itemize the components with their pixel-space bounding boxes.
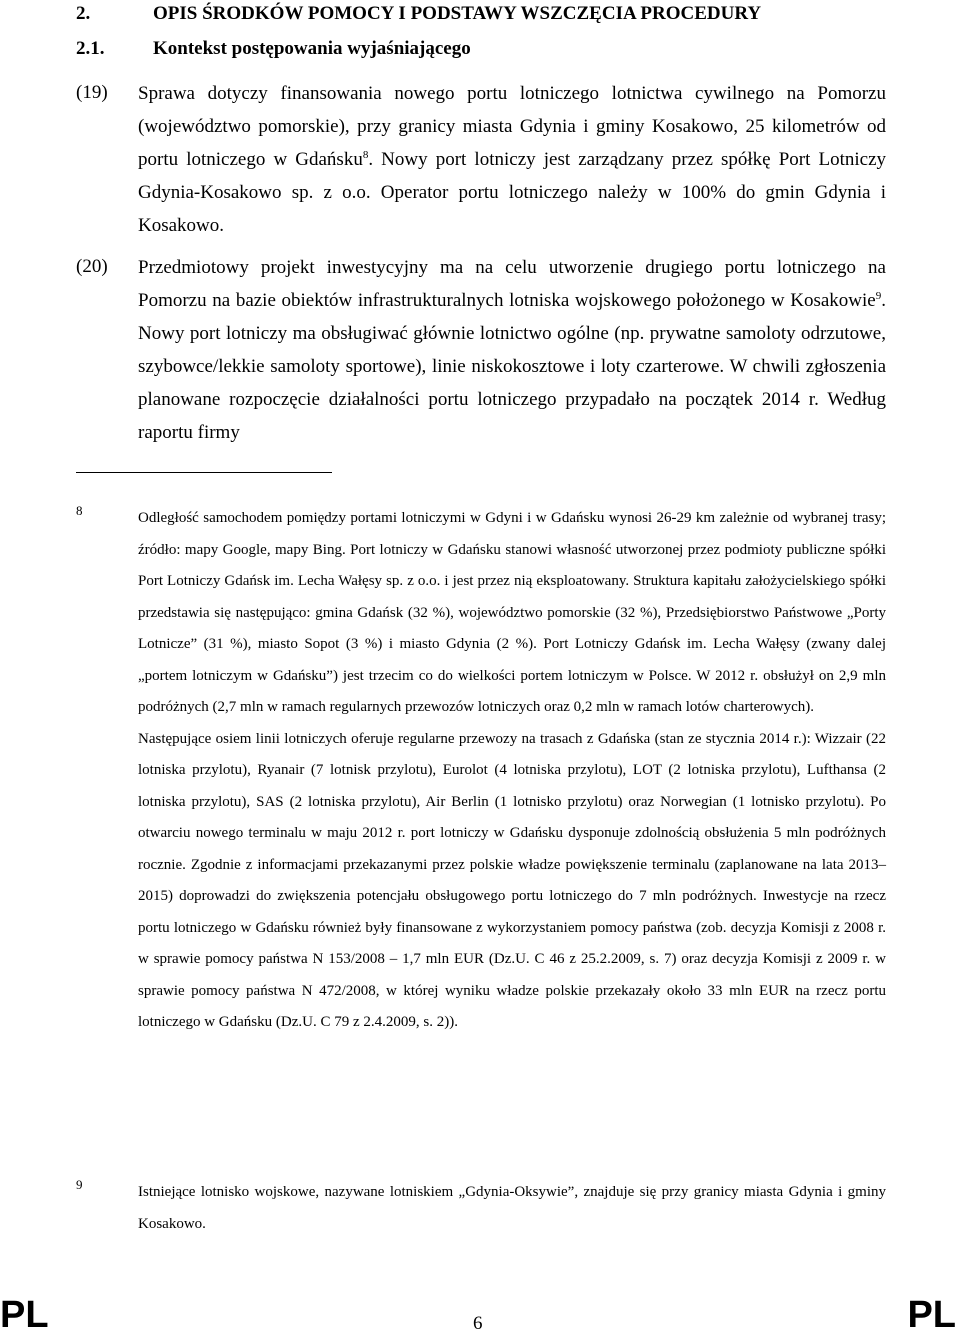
- paragraph-20: [138, 251, 886, 449]
- footer-language-left: PL: [0, 1294, 49, 1336]
- paragraph-text: . Nowy port lotniczy ma obsługiwać głównie lotnictwo ogólne (np. prywatne samoloty odrzutowe, szybowce/lekkie samoloty sportowe), linie niskokosztowe i loty czarterowe. W chwili zgłoszenia planowane rozpoczęcie działalności portu lotniczego przypadało na początek 2014 r. Według raportu firmy: [138, 290, 886, 443]
- paragraph-19: [138, 77, 886, 242]
- page-number: 6: [473, 1313, 483, 1334]
- paragraph-number: (19): [76, 82, 108, 103]
- footnote-paragraph: Odległość samochodem pomiędzy portami lotniczymi w Gdyni i w Gdańsku wynosi 26-29 km zależnie od wybranej trasy; źródło: mapy Google, mapy Bing. Port lotniczy w Gdańsku stanowi własność utworzonej przez podmioty publiczne spółki Port Lotniczy Gdańsk im. Lecha Wałęsy sp. z o.o. i jest przez nią eksploatowany. Struktura kapitału założycielskiego spółki przedstawia się następująco: gmina Gdańsk (32 %), województwo pomorskie (32 %), Przedsiębiorstwo Państwowe „Porty Lotnicze” (31 %), miasto Sopot (3 %) i miasto Gdynia (2 %). Port Lotniczy Gdańsk im. Lecha Wałęsy (zwany dalej „portem lotniczym w Gdańsku”) jest trzecim co do wielkości portem lotniczym w Polsce. W 2012 r. obsłużył on 2,9 mln podróżnych (2,7 mln w ramach regularnych przewozów lotniczych oraz 0,2 mln w ramach lotów charterowych).: [138, 510, 886, 715]
- section-title: OPIS ŚRODKÓW POMOCY I PODSTAWY WSZCZĘCIA PROCEDURY: [153, 3, 762, 24]
- subsection-title: Kontekst postępowania wyjaśniającego: [153, 38, 471, 59]
- paragraph-text: Sprawa dotyczy finansowania nowego portu lotniczego lotnictwa cywilnego na Pomorzu (województwo pomorskie), przy granicy miasta Gdynia i gminy Kosakowo, 25 kilometrów od portu lotniczego w Gdańsku: [138, 83, 886, 170]
- footnote-8: [138, 503, 886, 1039]
- footnote-paragraph: Istniejące lotnisko wojskowe, nazywane lotniskiem „Gdynia-Oksywie”, znajduje się przy granicy miasta Gdynia i gminy Kosakowo.: [138, 1184, 886, 1232]
- footnote-paragraph: Następujące osiem linii lotniczych oferuje regularne przewozy na trasach z Gdańska (stan ze stycznia 2014 r.): Wizzair (22 lotniska przylotu), Ryanair (7 lotnisk przylotu), Eurolot (4 lotniska przylotu), LOT (2 lotniska przylotu), Lufthansa (2 lotniska przylotu), SAS (2 lotniska przylotu), Air Berlin (1 lotnisko przylotu) oraz Norwegian (1 lotnisko przylotu). Po otwarciu nowego terminalu w maju 2012 r. port lotniczy w Gdańsku dysponuje zdolnością obsłużenia 5 mln podróżnych rocznie. Zgodnie z informacjami przekazanymi przez polskie władze powiększenie terminalu (zaplanowane na lata 2013–2015) doprowadzi do zwiększenia potencjału obsługowego portu lotniczego do 7 mln podróżnych. Inwestycje na rzecz portu lotniczego w Gdańsku również były finansowane z wykorzystaniem pomocy państwa (zob. decyzja Komisji z 2008 r. w sprawie pomocy państwa N 153/2008 – 1,7 mln EUR (Dz.U. C 46 z 25.2.2009, s. 7) oraz decyzja Komisji z 2009 r. w sprawie pomocy państwa N 472/2008, w której wyniku władze polskie przekazały około 33 mln EUR na rzecz portu lotniczego w Gdańsku (Dz.U. C 79 z 2.4.2009, s. 2)).: [138, 730, 886, 1030]
- footnote-ref: 8: [362, 149, 369, 161]
- section-number: 2.: [76, 3, 91, 24]
- footnote-number: 9: [76, 1177, 83, 1192]
- footnote-ref: 9: [875, 290, 882, 302]
- footer-language-right: PL: [907, 1294, 956, 1336]
- footnote-9: [138, 1177, 886, 1240]
- paragraph-text: Przedmiotowy projekt inwestycyjny ma na celu utworzenie drugiego portu lotniczego na Pomorzu na bazie obiektów infrastrukturalnych lotniska wojskowego położonego w Kosakowie: [138, 257, 886, 311]
- paragraph-text: . Nowy port lotniczy jest zarządzany przez spółkę Port Lotniczy Gdynia-Kosakowo sp. z o.o. Operator portu lotniczego należy w 100% do gmin Gdynia i Kosakowo.: [138, 149, 887, 236]
- footnote-number: 8: [76, 503, 83, 518]
- footnote-separator: [76, 472, 332, 473]
- paragraph-number: (20): [76, 256, 108, 277]
- subsection-number: 2.1.: [76, 38, 105, 59]
